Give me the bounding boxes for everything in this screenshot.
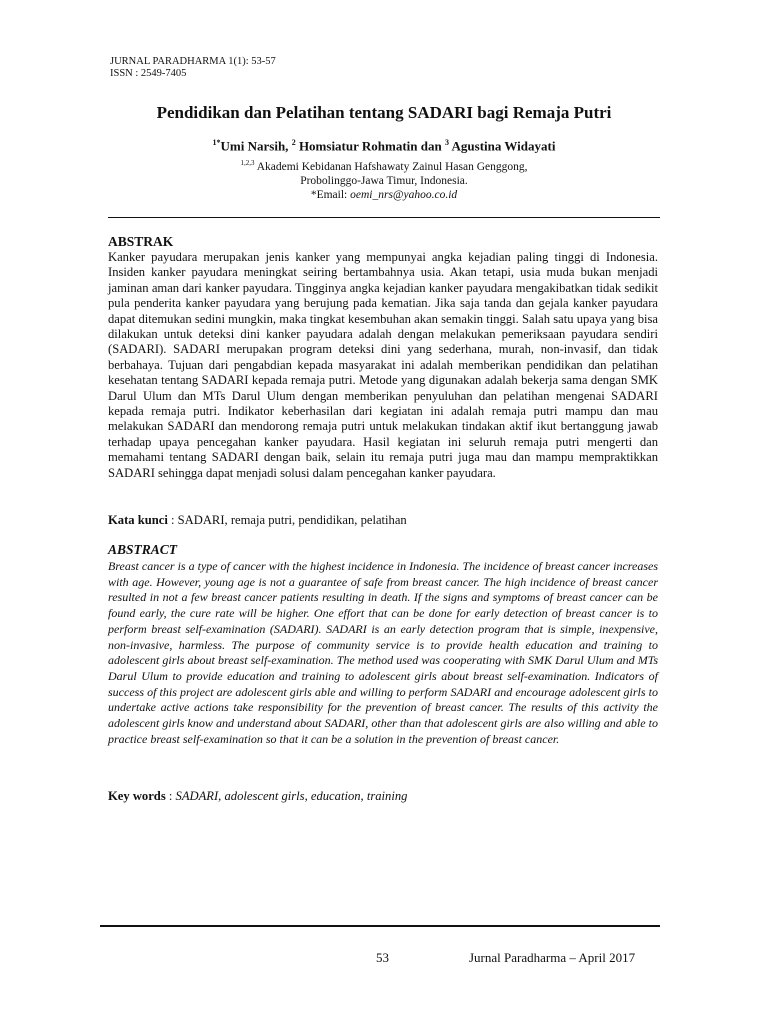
journal-citation: JURNAL PARADHARMA 1(1): 53-57 [110, 56, 276, 67]
key-words-label: Key words [108, 789, 166, 803]
footer-journal-date: Jurnal Paradharma – April 2017 [469, 950, 636, 965]
affiliation-block [0, 156, 768, 202]
abstract-body: Breast cancer is a type of cancer with the highest incidence in Indonesia. The incidence of breast cancer increases with age. However, young age is not a guarantee of safe from breast cancer. The high incidence of breast cancer resulted in not a few breast cancer patients resulting in death. If the signs and symptoms of breast cancer can be found early, the cure rate will be higher. One effort that can be done for early detection of breast cancer is to perform breast self-examination (SADARI). SADARI is an early detection program that is simple, inexpensive, non-invasive, harmless. The purpose of community service is to provide health education and training to adolescent girls about breast self-examination. The method used was cooperating with SMK Darul Ulum and MTs Darul Ulum to provide education and training to adolescent girls about breast self-examination. Indicators of success of this project are adolescent girls able and willing to perform SADARI and encourage adolescent girls to undertake active actions take responsibility for the prevention of breast cancer. The results of this activity the adolescent girls know and understand about SADARI, other than that adolescent girls are also willing and able to practice breast self-examination so that it can be a solution in the prevention of breast cancer. [108, 559, 658, 746]
affiliation-email-line [0, 188, 768, 202]
header-divider [108, 217, 660, 218]
kata-kunci-line [108, 513, 658, 528]
journal-header [110, 56, 276, 80]
author-2-marker: 2 [291, 138, 296, 147]
kata-kunci-label: Kata kunci [108, 513, 168, 527]
author-3-marker: 3 [444, 138, 449, 147]
affiliation-marker: 1,2,3 [240, 159, 255, 167]
abstrak-heading: ABSTRAK [108, 234, 174, 249]
author-1-marker: 1* [212, 138, 221, 147]
author-line [0, 138, 768, 154]
email-label: *Email: [310, 188, 348, 201]
paper-title: Pendidikan dan Pelatihan tentang SADARI bagi Remaja Putri [156, 103, 612, 122]
footer-divider [100, 925, 660, 927]
abstract-heading: ABSTRACT [108, 542, 178, 557]
affiliation-institution: Akademi Kebidanan Hafshawaty Zainul Hasan Genggong, [256, 160, 528, 173]
abstrak-body: Kanker payudara merupakan jenis kanker yang mempunyai angka kejadian paling tinggi di Indonesia. Insiden kanker payudara meningkat seiring bertambahnya usia. Akan tetapi, usia muda bukan menjadi jaminan aman dari kanker payudara. Tingginya angka kejadian kanker payudara mengakibatkan tidak sedikit pula penderita kanker payudara yang berujung pada kematian. Jika saja tanda dan gejala kanker payudara dapat ditemukan sedini mungkin, maka tingkat kesembuhan akan semakin tinggi. Salah satu upaya yang bisa dilakukan untuk deteksi dini kanker payudara adalah dengan melakukan pemeriksaan payudara sendiri (SADARI). SADARI merupakan program deteksi dini yang sederhana, murah, non-invasif, dan tidak berbahaya. Tujuan dari pengabdian kepada masyarakat ini adalah memberikan pendidikan dan pelatihan kesehatan tentang SADARI kepada remaja putri. Metode yang digunakan adalah bekerja sama dengan SMK Darul Ulum dan MTs Darul Ulum dengan memberikan penyuluhan dan pelatihan mengenai SADARI kepada remaja putri. Indikator keberhasilan dari kegiatan ini adalah remaja putri mampu dan mau melakukan SADARI dan mendorong remaja putri untuk melakukan tindakan aktif ikut bertanggung jawab terhadap upaya pencegahan kanker payudara. Hasil kegiatan ini seluruh remaja putri mengerti dan memahami tentang SADARI dengan baik, selain itu remaja putri juga mau dan mampu mempraktikkan SADARI sehingga dapat menjadi solusi dalam pencegahan kanker payudara. [108, 250, 658, 480]
author-3: Agustina Widayati [451, 138, 556, 154]
journal-issn: ISSN : 2549-7405 [110, 68, 187, 79]
email-address: oemi_nrs@yahoo.co.id [350, 188, 458, 201]
author-1: Umi Narsih, [220, 138, 289, 154]
affiliation-line-2: Probolinggo-Jawa Timur, Indonesia. [300, 174, 468, 187]
key-words-values: SADARI, adolescent girls, education, training [175, 789, 408, 803]
affiliation-line-1 [0, 156, 768, 174]
author-2: Homsiatur Rohmatin dan [298, 138, 442, 154]
page-number: 53 [376, 950, 389, 965]
key-words-separator: : [165, 789, 176, 803]
key-words-line [108, 789, 658, 804]
kata-kunci-values: : SADARI, remaja putri, pendidikan, pelatihan [171, 513, 407, 527]
